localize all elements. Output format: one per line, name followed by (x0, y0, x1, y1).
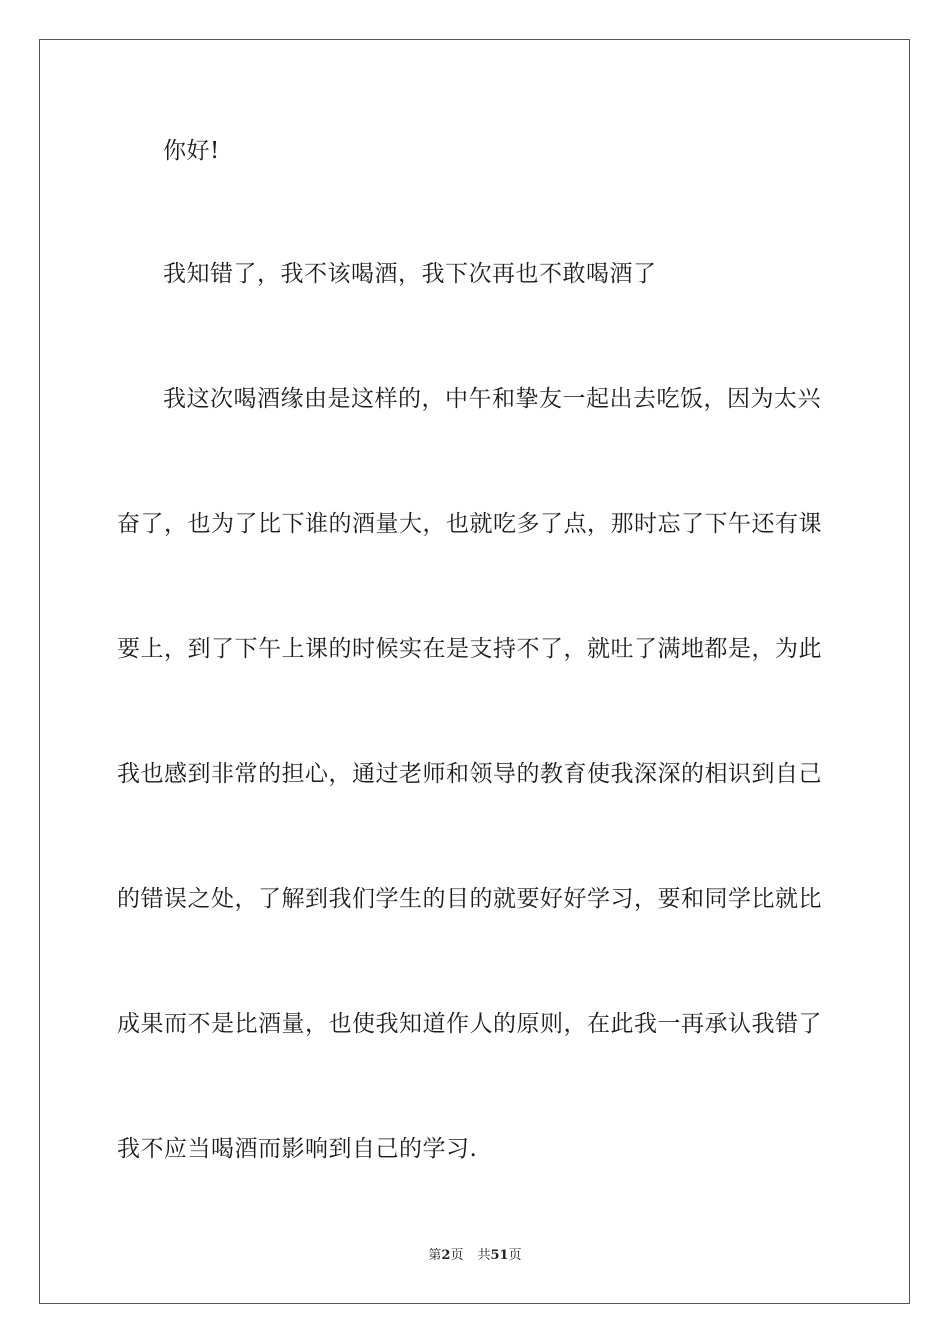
body-line-7: 成果而不是比酒量，也使我知道作人的原则，在此我一再承认我错了 (117, 1011, 822, 1037)
page-suffix: 页 (450, 1248, 464, 1263)
body-line-3: 奋了，也为了比下谁的酒量大，也就吃多了点，那时忘了下午还有课 (117, 511, 822, 537)
body-line-2: 我这次喝酒缘由是这样的，中午和挚友一起出去吃饭，因为太兴 (163, 386, 821, 412)
body-line-8: 我不应当喝酒而影响到自己的学习. (117, 1136, 478, 1162)
page-border (39, 39, 910, 1304)
total-suffix: 页 (508, 1248, 522, 1263)
page-number: 2 (441, 1248, 451, 1263)
page-prefix: 第 (428, 1248, 442, 1263)
body-line-4: 要上，到了下午上课的时候实在是支持不了，就吐了满地都是，为此 (117, 636, 822, 662)
total-pages: 51 (490, 1248, 509, 1263)
body-line-6: 的错误之处，了解到我们学生的目的就要好好学习，要和同学比就比 (117, 886, 822, 912)
body-line-1: 我知错了，我不该喝酒，我下次再也不敢喝酒了 (163, 261, 657, 287)
total-prefix: 共 (477, 1248, 491, 1263)
page-footer (0, 1247, 950, 1265)
greeting: 你好! (163, 138, 220, 164)
body-line-5: 我也感到非常的担心，通过老师和领导的教育使我深深的相识到自己 (117, 761, 822, 787)
